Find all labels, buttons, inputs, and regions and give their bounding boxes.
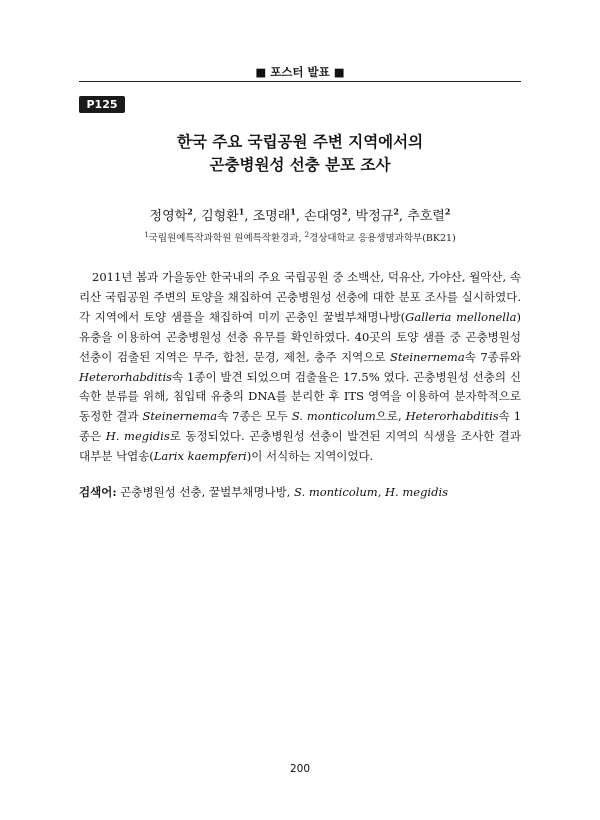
section-header: ■ 포스터 발표 ■ xyxy=(255,65,345,79)
genus-name: Steinernema xyxy=(390,349,465,364)
author-affiliation-sup: 2 xyxy=(393,206,399,217)
poster-code-badge: P125 xyxy=(79,96,125,113)
author-affiliation-sup: 1 xyxy=(238,206,245,217)
abstract-text: 속 7종은 모두 xyxy=(217,409,292,424)
affiliation-1: 국립원예특작과학원 원예특작환경과, xyxy=(148,233,305,244)
affiliation-sup-1: 1 xyxy=(144,230,149,239)
author-name: 손대영 xyxy=(304,209,342,224)
keywords-label: 검색어: xyxy=(79,485,117,499)
genus-name: Steinernema xyxy=(142,409,218,424)
abstract-text: 속 1종은 xyxy=(79,409,522,444)
paper-title xyxy=(0,130,600,176)
author-name: 정영학 xyxy=(149,209,188,224)
abstract-text: 2011년 봄과 가을동안 한국내의 주요 국립공원 중 소백산, 덕유산, 가야산, 월악산, 속리산 국립공원 주변의 토양을 채집하여 곤충병원성 선충에 대한 분포 조사를 실시하였다. 각 지역에서 토양 샘플을 채집하여 미끼 곤충인 꿀벌부채명나방( xyxy=(79,270,521,324)
author-affiliation-sup: 2 xyxy=(341,206,348,217)
abstract-body xyxy=(79,268,521,467)
page-number: 200 xyxy=(289,763,311,775)
genus-name: Heterorhabditis xyxy=(405,409,499,424)
abstract-text: 로 동정되었다. 곤충병원성 선충이 발견된 지역의 식생을 조사한 결과 대부분 낙엽송( xyxy=(79,429,522,464)
species-name: Larix kaempferi xyxy=(153,449,247,464)
author-affiliation-sup: 2 xyxy=(444,206,451,217)
author-name: 조명래 xyxy=(252,209,291,224)
affiliation-sup-2: 2 xyxy=(304,230,310,239)
author-list: 정영학$^2$, 김형환$^1$, 조명래$^1$, 손대영$^2$, 박정규$^2$, 추호렬$^2$ xyxy=(149,206,451,224)
keywords xyxy=(79,482,521,502)
affiliation-2: 경상대학교 응용생명과학부(BK21) xyxy=(309,233,456,244)
abstract-text: 으로, xyxy=(375,409,406,424)
author-name: 박정규 xyxy=(355,209,394,224)
genus-name: Heterorhabditis xyxy=(79,369,173,384)
abstract-text: ) 유충을 이용하여 곤충병원성 선충 유무를 확인하였다. 40곳의 토양 샘플 중 곤충병원성 선충이 검출된 지역은 무주, 합천, 문경, 제천, 충주 지역으로 xyxy=(79,309,521,364)
abstract-text: )이 서식하는 지역이었다. xyxy=(246,449,374,464)
title-line-2: 곤충병원성 선충 분포 조사 xyxy=(209,155,391,174)
keywords-text: 곤충병원성 선충, 꿀벌부채명나방, xyxy=(116,485,295,499)
author-affiliation-sup: 1 xyxy=(290,206,296,217)
species-name: H. megidis xyxy=(105,429,170,444)
author-affiliation-sup: 2 xyxy=(187,206,193,217)
affiliations xyxy=(0,230,600,244)
abstract-text: 속 1종이 발견 되었으며 검출율은 17.5% 였다. 곤충병원성 선충의 신속한 분류를 위해, 침입태 유충의 DNA를 분리한 후 ITS 영역을 이용하여 분자학적으로 동정한 결과 xyxy=(79,369,521,424)
abstract-text: 속 7종류와 xyxy=(464,349,521,364)
header-divider xyxy=(79,81,521,82)
title-line-1: 한국 주요 국립공원 주변 지역에서의 xyxy=(176,132,424,151)
author-name: 김형환 xyxy=(201,209,239,224)
species-name: S. monticolum xyxy=(291,409,376,424)
keywords-species: S. monticolum, H. megidis xyxy=(294,485,449,499)
author-name: 추호렬 xyxy=(407,209,445,224)
species-name: Galleria mellonella xyxy=(405,309,517,324)
